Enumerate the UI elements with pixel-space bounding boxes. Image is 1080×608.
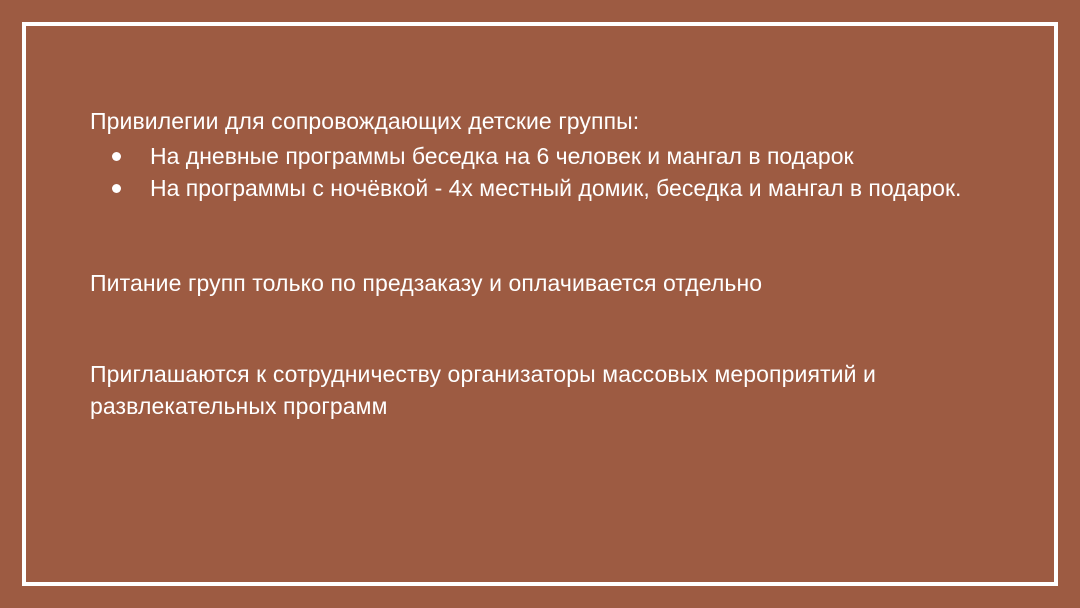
spacer xyxy=(90,300,990,358)
spacer xyxy=(90,205,990,267)
list-item-text: На дневные программы беседка на 6 человек и мангал в подарок xyxy=(150,142,854,169)
bullet-dot-icon xyxy=(112,184,121,193)
list-item xyxy=(90,172,990,205)
privileges-list xyxy=(90,140,990,205)
invitation-text: Приглашаются к сотрудничеству организаторы массовых мероприятий и развлекательных программ xyxy=(90,360,876,420)
bullet-dot-icon xyxy=(112,152,121,161)
slide-content xyxy=(90,105,990,423)
list-item-text: На программы с ночёвкой - 4х местный домик, беседка и мангал в подарок. xyxy=(150,175,962,202)
privileges-heading: Привилегии для сопровождающих детские группы: xyxy=(90,108,640,134)
list-item xyxy=(90,140,990,173)
meals-note: Питание групп только по предзаказу и оплачивается отдельно xyxy=(90,269,763,296)
